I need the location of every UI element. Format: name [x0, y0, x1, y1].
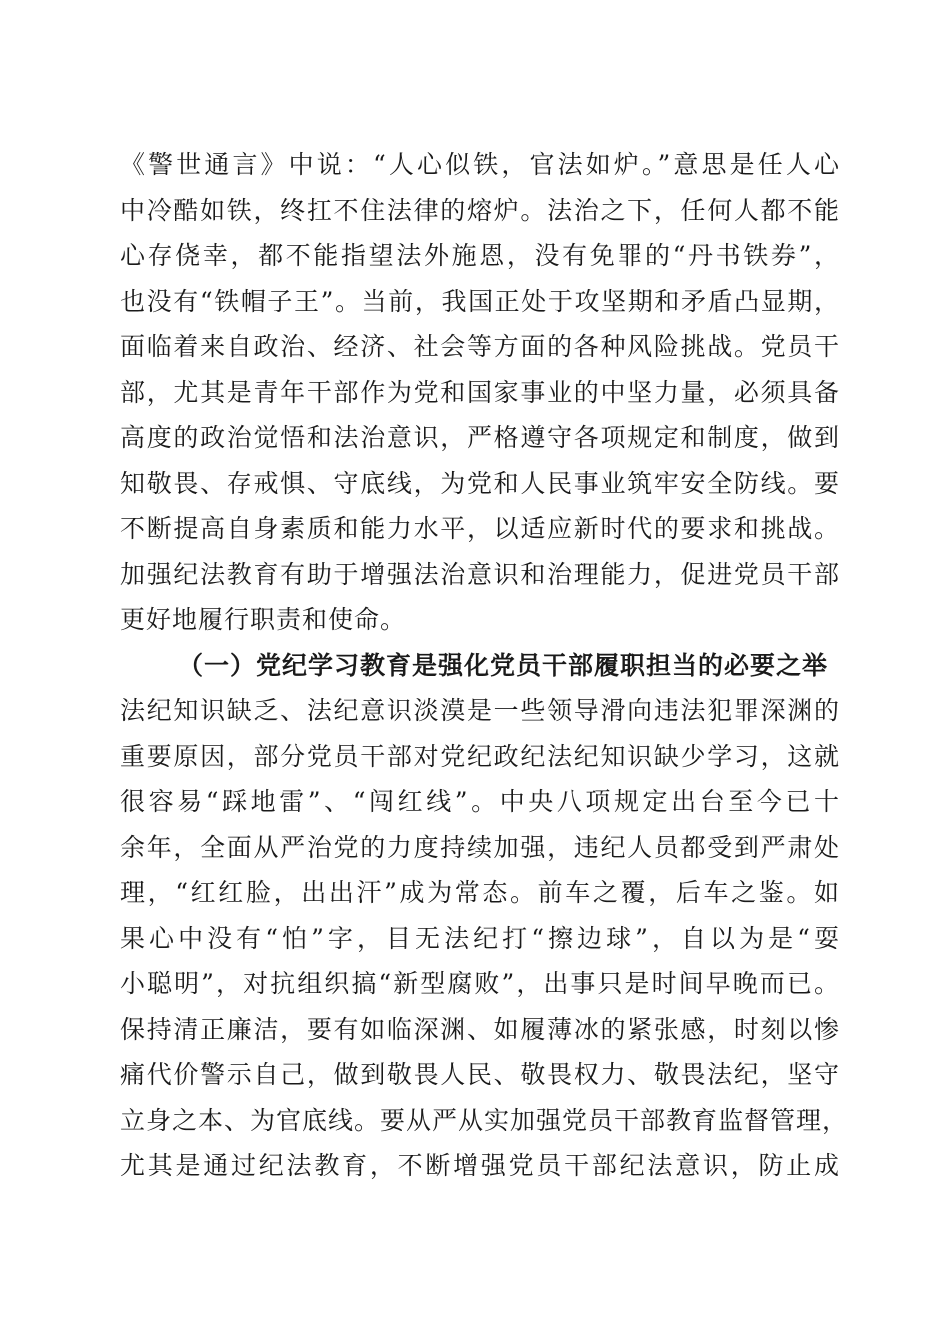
text-line: 余年，全面从严治党的力度持续加强，违纪人员都受到严肃处: [120, 832, 840, 862]
text-line: 保持清正廉洁，要有如临深渊、如履薄冰的紧张感，时刻以惨: [120, 1014, 840, 1044]
text-line: 高度的政治觉悟和法治意识，严格遵守各项规定和制度，做到: [120, 423, 840, 452]
text-line: 果心中没有“怕”字，目无法纪打“擦边球”，自以为是“耍: [120, 923, 840, 953]
text-line: 理，“红红脸，出出汗”成为常态。前车之覆，后车之鉴。如: [120, 878, 840, 907]
section-heading: （一）党纪学习教育是强化党员干部履职担当的必要之举: [178, 650, 829, 680]
text-line: 尤其是通过纪法教育，不断增强党员干部纪法意识，防止成: [120, 1151, 840, 1180]
text-line: 加强纪法教育有助于增强法治意识和治理能力，促进党员干部: [120, 559, 840, 589]
text-line: 小聪明”，对抗组织搞“新型腐败”，出事只是时间早晚而已。: [120, 969, 840, 998]
body-text: [120, 142, 849, 1189]
text-line: 立身之本、为官底线。要从严从实加强党员干部教育监督管理，: [120, 1105, 849, 1135]
text-line: 中冷酷如铁，终扛不住法律的熔炉。法治之下，任何人都不能: [120, 195, 840, 225]
text-line: 法纪知识缺乏、法纪意识淡漠是一些领导滑向违法犯罪深渊的: [120, 696, 840, 725]
text-line: 重要原因，部分党员干部对党纪政纪法纪知识缺少学习，这就: [120, 741, 840, 771]
text-line: 知敬畏、存戒惧、守底线，为党和人民事业筑牢安全防线。要: [120, 468, 840, 498]
text-line: 心存侥幸，都不能指望法外施恩，没有免罪的“丹书铁券”，: [120, 241, 840, 270]
text-line: 也没有“铁帽子王”。当前，我国正处于攻坚期和矛盾凸显期，: [120, 286, 840, 316]
text-line: 部，尤其是青年干部作为党和国家事业的中坚力量，必须具备: [120, 377, 840, 407]
text-line: 更好地履行职责和使命。: [120, 605, 407, 634]
text-line: 痛代价警示自己，做到敬畏人民、敬畏权力、敬畏法纪，坚守: [120, 1060, 840, 1089]
text-line: 很容易“踩地雷”、“闯红线”。中央八项规定出台至今已十: [120, 787, 840, 816]
text-line: 不断提高自身素质和能力水平，以适应新时代的要求和挑战。: [120, 514, 840, 543]
text-line: 面临着来自政治、经济、社会等方面的各种风险挑战。党员干: [120, 332, 840, 361]
text-line: 《警世通言》中说：“人心似铁，官法如炉。”意思是任人心: [120, 150, 840, 179]
